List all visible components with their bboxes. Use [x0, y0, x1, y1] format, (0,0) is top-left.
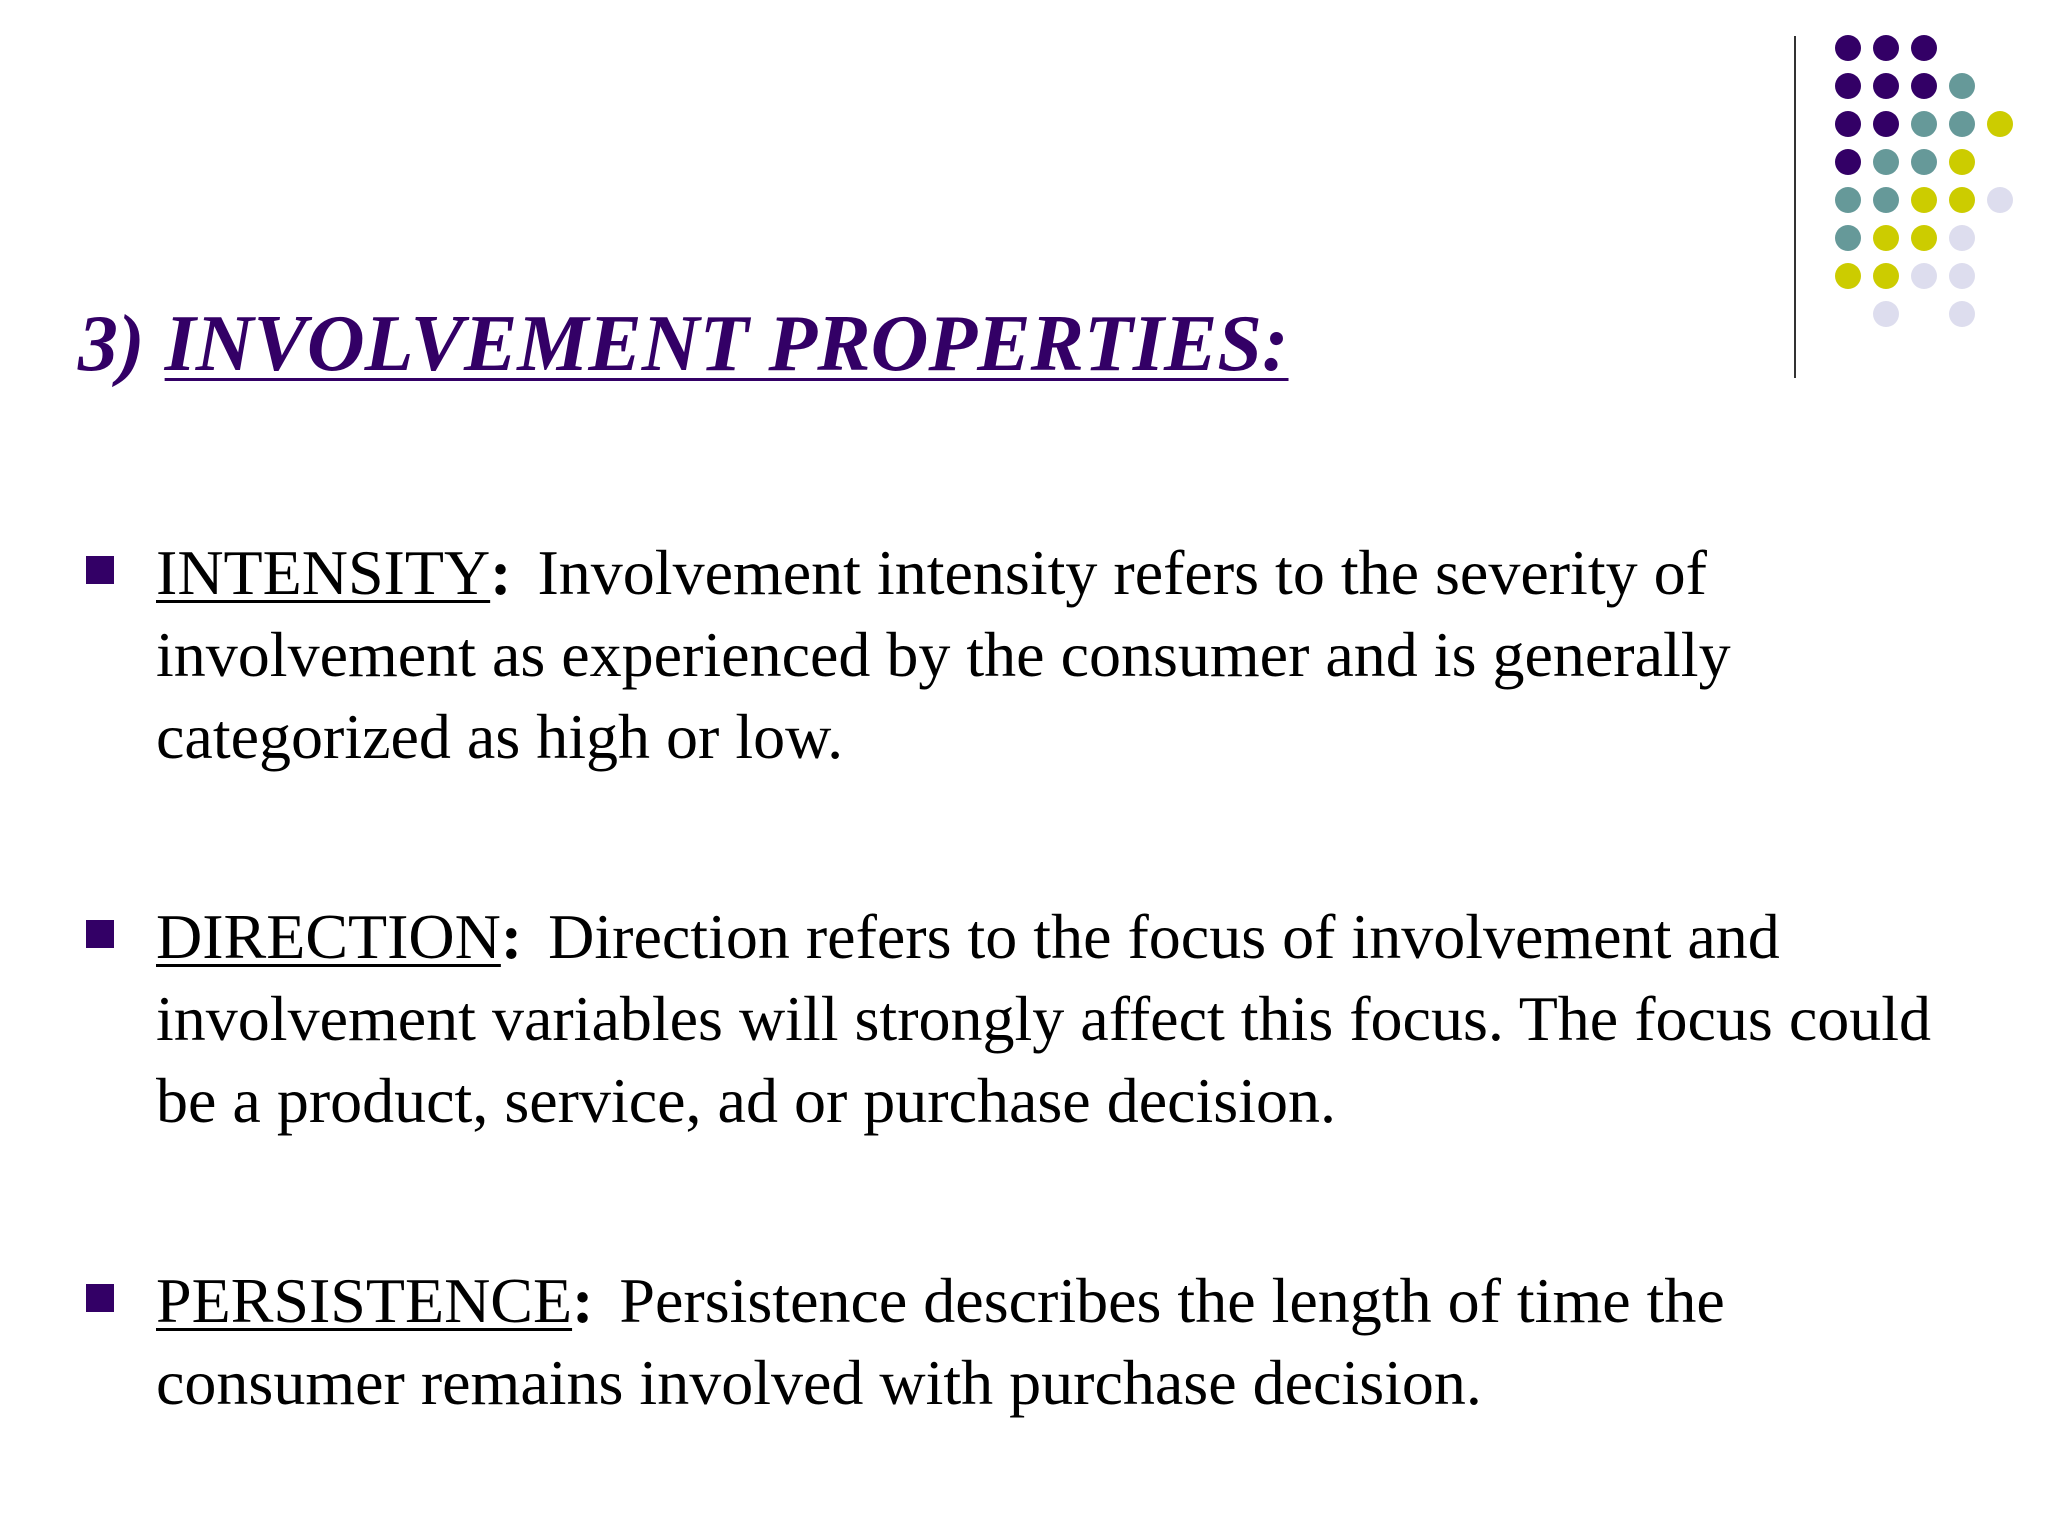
decorative-dot: [1835, 225, 1861, 251]
bullet-item-intensity: [86, 532, 1966, 778]
decorative-dot: [1949, 263, 1975, 289]
decorative-dot: [1873, 149, 1899, 175]
decorative-dot: [1873, 301, 1899, 327]
decorative-dot: [1911, 225, 1937, 251]
decorative-dot: [1949, 73, 1975, 99]
decorative-dot: [1949, 301, 1975, 327]
bullet-text: Persistence describes the length of time the consumer remains involved with purchase decision.: [156, 1265, 1725, 1418]
decorative-dot: [1835, 263, 1861, 289]
bullet-item-persistence: [86, 1260, 1966, 1424]
decorative-dot: [1911, 149, 1937, 175]
decorative-dot: [1911, 187, 1937, 213]
decorative-dot: [1873, 187, 1899, 213]
slide-title: [78, 300, 1289, 388]
title-text: INVOLVEMENT PROPERTIES:: [164, 300, 1289, 388]
decorative-dot: [1873, 263, 1899, 289]
bullet-list: [86, 532, 1966, 1424]
bullet-colon: :: [500, 901, 523, 972]
bullet-term: INTENSITY: [156, 537, 491, 608]
decorative-dot: [1949, 149, 1975, 175]
square-bullet-icon: [86, 556, 114, 584]
bullet-text: Direction refers to the focus of involvement and involvement variables will strongly affect this focus. The focus could be a product, service, ad or purchase decision.: [156, 901, 1931, 1136]
decorative-dot: [1835, 111, 1861, 137]
bullet-colon: :: [572, 1265, 594, 1336]
decorative-dot: [1835, 149, 1861, 175]
decorative-dot: [1873, 73, 1899, 99]
bullet-colon: :: [490, 537, 512, 608]
decorative-dot: [1949, 111, 1975, 137]
decorative-dot: [1873, 35, 1899, 61]
bullet-term: PERSISTENCE: [156, 1265, 573, 1336]
decorative-dot: [1911, 35, 1937, 61]
bullet-term: DIRECTION: [156, 901, 501, 972]
decorative-dot: [1987, 187, 2013, 213]
square-bullet-icon: [86, 920, 114, 948]
decorative-dot: [1987, 111, 2013, 137]
decorative-dot: [1949, 187, 1975, 213]
decorative-dot: [1873, 111, 1899, 137]
decorative-dot: [1835, 187, 1861, 213]
decorative-dot: [1949, 225, 1975, 251]
bullet-text: Involvement intensity refers to the severity of involvement as experienced by the consumer and is generally categorized as high or low.: [156, 537, 1731, 772]
square-bullet-icon: [86, 1284, 114, 1312]
decorative-dot: [1911, 73, 1937, 99]
decorative-dot: [1873, 225, 1899, 251]
title-number: 3): [78, 300, 145, 388]
dot-grid-decoration: [0, 0, 2048, 340]
decorative-dot: [1835, 73, 1861, 99]
decorative-dot: [1911, 111, 1937, 137]
decorative-dot: [1911, 263, 1937, 289]
decorative-dot: [1835, 35, 1861, 61]
bullet-item-direction: [86, 896, 1966, 1142]
